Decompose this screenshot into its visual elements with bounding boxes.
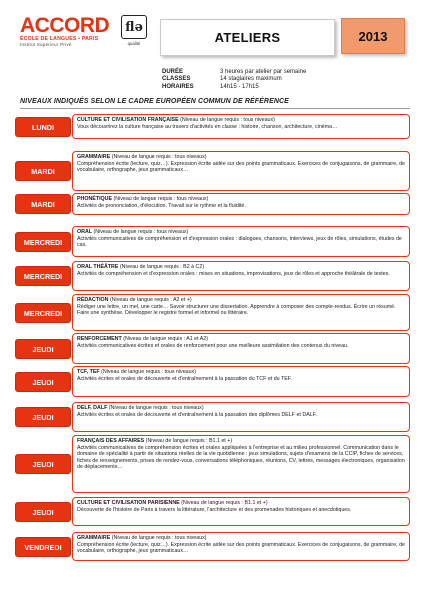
workshop-title: FRANÇAIS DES AFFAIRES xyxy=(77,438,145,444)
workshop-description xyxy=(72,366,410,397)
workshop-level: (Niveau de langue requis : tous niveaux) xyxy=(99,369,196,375)
workshop-title: ORAL xyxy=(77,229,93,235)
day-label: MERCREDI xyxy=(15,232,71,252)
workshop-row xyxy=(15,114,410,139)
logo-subtitle: ÉCOLE DE LANGUES • PARIS xyxy=(20,36,99,42)
workshop-level: (Niveau de langue requis : B1.1 et +) xyxy=(179,500,268,506)
workshop-row xyxy=(15,333,410,364)
day-label: LUNDI xyxy=(15,117,71,137)
info-label: CLASSES xyxy=(162,76,191,83)
workshop-title: DELF, DALF xyxy=(77,405,108,411)
year-badge: 2013 xyxy=(341,18,405,54)
page-title: ATELIERS xyxy=(160,19,335,56)
workshop-level: (Niveau de langue requis : B1.1 et +) xyxy=(144,438,233,444)
workshop-level: (Niveau de langue requis : A1 et A2) xyxy=(121,336,209,342)
workshop-level: (Niveau de langue requis : tous niveaux) xyxy=(107,405,204,411)
day-label: JEUDI xyxy=(15,372,71,392)
day-label: VENDREDI xyxy=(15,537,71,557)
workshop-level: (Niveau de langue requis : B2 à C2) xyxy=(118,264,205,270)
levels-subtitle: NIVEAUX INDIQUÉS SELON LE CADRE EUROPÉEN COMMUN DE RÉFÉRENCE xyxy=(20,98,289,105)
day-label: MARDI xyxy=(15,161,71,181)
info-value: 14h15 - 17h15 xyxy=(220,83,259,90)
workshop-title: CULTURE ET CIVILISATION PARISIENNE xyxy=(77,500,180,506)
day-label: JEUDI xyxy=(15,454,71,474)
workshop-description xyxy=(72,114,410,139)
workshop-title: RÉDACTION xyxy=(77,297,109,303)
workshop-description xyxy=(72,435,410,493)
workshop-row xyxy=(15,366,410,397)
info-value: 14 stagiaires maximum xyxy=(220,76,282,83)
workshop-description xyxy=(72,193,410,215)
workshop-title: CULTURE ET CIVILISATION FRANÇAISE xyxy=(77,117,179,123)
fle-quality-label xyxy=(121,15,147,59)
workshop-level: (Niveau de langue requis : tous niveaux) xyxy=(112,196,209,202)
workshop-text: Rédiger une lettre, un mel, une carte… Savoir structurer une dissertation. Apprendre à composer des compte-rendus. Écrire un résumé. Faire une synthèse. Développer le registre formel et informel ou littéraire. xyxy=(77,303,396,316)
workshop-description xyxy=(72,402,410,432)
workshop-text: Activités communicatives écrites et orales de renforcement pour une meilleure assimilation des contenus du niveau. xyxy=(77,342,349,349)
workshop-title: PHONÉTIQUE xyxy=(77,196,113,202)
workshop-title: RENFORCEMENT xyxy=(77,336,122,342)
workshop-row xyxy=(15,532,410,561)
workshop-level: (Niveau de langue requis : tous niveaux) xyxy=(110,535,207,541)
accord-logo xyxy=(20,16,109,48)
logo-tagline: Institut Supérieur Privé xyxy=(20,42,72,47)
info-row xyxy=(162,84,306,91)
workshop-text: Activités de prononciation, d'élocution. Travail sur le rythme et la fluidité. xyxy=(77,202,246,209)
workshop-title: GRAMMAIRE xyxy=(77,154,111,160)
workshop-text: Activités communicatives de compréhension écrites et orales appliquées à l'entreprise et au milieu professionnel. Communication dans le domaine de spécialité à partir de situations réelles de la vie quotidienne : jeux simulations, sujets d'examens de la CCIP, fiches de services, fiches de renseignements, prises de rendez-vous, conversations téléphoniques, réunions, CV, lettres, messages électroniques, organisation de déplacements… xyxy=(77,444,405,470)
workshop-row xyxy=(15,435,410,493)
workshop-row xyxy=(15,497,410,526)
workshop-text: Activités communicatives de compréhension et d'expression orales : dialogues, chansons, interviews, jeux de rôles, simulations, études de cas. xyxy=(77,235,402,248)
info-label: HORAIRES xyxy=(162,83,194,90)
info-row xyxy=(162,69,306,76)
workshop-text: Activités écrites et orales de découverte et d'entraînement à la passation des diplômes DELF et DALF. xyxy=(77,411,317,418)
workshop-row xyxy=(15,193,410,215)
info-block xyxy=(162,69,306,91)
workshop-description xyxy=(72,226,410,257)
page-header xyxy=(0,0,425,70)
workshop-text: Vous découvrirez la culture française au travers d'activités en classe : histoire, chanson, architecture, cinéma… xyxy=(77,123,338,130)
workshop-row xyxy=(15,294,410,331)
workshop-text: Activités de compréhension et d'expression orales : mises en situations, improvisations, jeux de rôles et approche théâtrale de textes. xyxy=(77,270,390,277)
info-label: DURÉE xyxy=(162,69,184,75)
workshop-row xyxy=(15,226,410,257)
info-row xyxy=(162,76,306,83)
info-value: 3 heures par atelier par semaine xyxy=(220,69,307,75)
workshop-description xyxy=(72,151,410,191)
workshop-title: ORAL THÉÂTRE xyxy=(77,264,119,270)
fle-text: qualité xyxy=(127,41,141,46)
workshop-text: Découverte de l'histoire de Paris à travers la littérature, l'architecture et des promenades historiques et anecdotiques. xyxy=(77,506,352,513)
day-label: MARDI xyxy=(15,194,71,214)
fle-mark: flə xyxy=(121,15,147,39)
workshop-level: (Niveau de langue requis : A2 et +) xyxy=(108,297,192,303)
workshop-text: Compréhension écrite (lecture, quiz…). Expression écrite aidée sur des points grammaticaux. Exercices de conjugaisons, de grammaire, de vocabulaire, orthographe, jeux grammaticaux… xyxy=(77,160,405,173)
workshop-description xyxy=(72,294,410,331)
workshop-row xyxy=(15,151,410,191)
logo-word: ACCORD xyxy=(20,14,110,37)
workshop-row xyxy=(15,402,410,432)
workshop-level: (Niveau de langue requis : tous niveaux) xyxy=(92,229,189,235)
workshop-description xyxy=(72,261,410,291)
workshop-row xyxy=(15,261,410,291)
workshop-text: Activités écrites et orales de découverte et d'entraînement à la passation du TCF et du TEF. xyxy=(77,375,292,382)
divider xyxy=(20,108,410,109)
workshop-level: (Niveau de langue requis : tous niveaux) xyxy=(110,154,207,160)
workshop-description xyxy=(72,497,410,526)
day-label: JEUDI xyxy=(15,502,71,522)
day-label: JEUDI xyxy=(15,407,71,427)
workshop-description xyxy=(72,333,410,364)
day-label: JEUDI xyxy=(15,339,71,359)
workshop-text: Compréhension écrite (lecture, quiz…). Expression écrite aidée sur des points grammaticaux. Exercices de conjugaisons, de grammaire, de vocabulaire, orthographe, jeux grammaticaux… xyxy=(77,541,405,554)
workshop-level: (Niveau de langue requis : tous niveaux) xyxy=(178,117,275,123)
day-label: MERCREDI xyxy=(15,266,71,286)
workshop-title: TCF, TEF xyxy=(77,369,100,375)
day-label: MERCREDI xyxy=(15,303,71,323)
workshop-title: GRAMMAIRE xyxy=(77,535,111,541)
workshop-description xyxy=(72,532,410,561)
